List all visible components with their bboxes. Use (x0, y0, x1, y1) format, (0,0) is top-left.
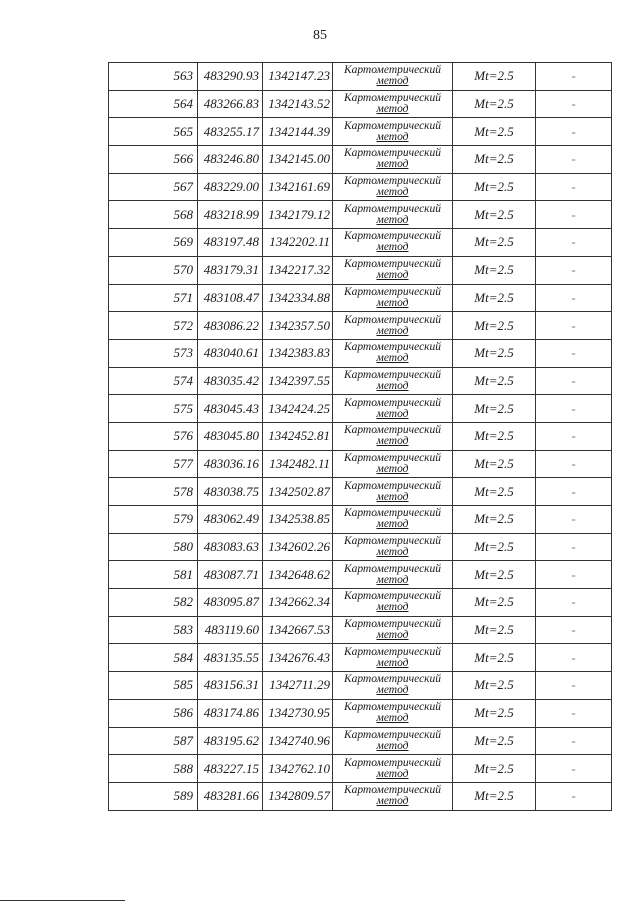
x-coordinate-cell: 483179.31 (198, 256, 263, 284)
method-line-2: метод (376, 407, 409, 420)
method-line-1: Картометрический (343, 285, 442, 298)
method-line-2: метод (376, 269, 409, 282)
point-number-cell: 564 (109, 90, 198, 118)
method-line-1: Картометрический (343, 479, 442, 492)
coordinates-table (108, 62, 612, 811)
table-row (109, 506, 612, 534)
x-coordinate-cell: 483281.66 (198, 782, 263, 810)
method-line-2: метод (376, 518, 409, 531)
coordinates-table-body (109, 63, 612, 811)
y-coordinate-cell: 1342334.88 (263, 284, 333, 312)
table-row (109, 256, 612, 284)
y-coordinate-cell: 1342662.34 (263, 589, 333, 617)
accuracy-cell: Mt=2.5 (453, 506, 536, 534)
point-number-cell: 575 (109, 395, 198, 423)
method-cell (333, 173, 453, 201)
method-line-1: Картометрический (343, 396, 442, 409)
note-cell: - (536, 312, 612, 340)
x-coordinate-cell: 483035.42 (198, 367, 263, 395)
point-number-cell: 569 (109, 229, 198, 257)
table-row (109, 173, 612, 201)
table-row (109, 672, 612, 700)
y-coordinate-cell: 1342161.69 (263, 173, 333, 201)
x-coordinate-cell: 483045.43 (198, 395, 263, 423)
accuracy-cell: Mt=2.5 (453, 118, 536, 146)
x-coordinate-cell: 483119.60 (198, 616, 263, 644)
accuracy-cell: Mt=2.5 (453, 672, 536, 700)
table-row (109, 699, 612, 727)
footnote-rule (0, 900, 125, 901)
note-cell: - (536, 589, 612, 617)
point-number-cell: 579 (109, 506, 198, 534)
method-line-1: Картометрический (343, 590, 442, 603)
method-line-1: Картометрический (343, 368, 442, 381)
method-line-2: метод (376, 546, 409, 559)
y-coordinate-cell: 1342179.12 (263, 201, 333, 229)
y-coordinate-cell: 1342502.87 (263, 478, 333, 506)
table-row (109, 284, 612, 312)
table-row (109, 339, 612, 367)
method-line-1: Картометрический (343, 119, 442, 132)
page-number: 85 (313, 28, 327, 43)
method-cell (333, 450, 453, 478)
table-row (109, 533, 612, 561)
note-cell: - (536, 699, 612, 727)
x-coordinate-cell: 483218.99 (198, 201, 263, 229)
method-line-1: Картометрический (343, 784, 442, 797)
point-number-cell: 583 (109, 616, 198, 644)
note-cell: - (536, 561, 612, 589)
method-line-2: метод (376, 712, 409, 725)
accuracy-cell: Mt=2.5 (453, 201, 536, 229)
method-line-2: метод (376, 186, 409, 199)
accuracy-cell: Mt=2.5 (453, 755, 536, 783)
y-coordinate-cell: 1342424.25 (263, 395, 333, 423)
x-coordinate-cell: 483197.48 (198, 229, 263, 257)
method-cell (333, 367, 453, 395)
note-cell: - (536, 422, 612, 450)
method-cell (333, 422, 453, 450)
table-row (109, 201, 612, 229)
table-row (109, 395, 612, 423)
note-cell: - (536, 533, 612, 561)
table-row (109, 118, 612, 146)
x-coordinate-cell: 483045.80 (198, 422, 263, 450)
x-coordinate-cell: 483095.87 (198, 589, 263, 617)
note-cell: - (536, 284, 612, 312)
y-coordinate-cell: 1342357.50 (263, 312, 333, 340)
note-cell: - (536, 229, 612, 257)
method-cell (333, 395, 453, 423)
method-line-2: метод (376, 656, 409, 669)
y-coordinate-cell: 1342730.95 (263, 699, 333, 727)
accuracy-cell: Mt=2.5 (453, 782, 536, 810)
method-line-2: метод (376, 75, 409, 88)
method-cell (333, 672, 453, 700)
point-number-cell: 567 (109, 173, 198, 201)
note-cell: - (536, 256, 612, 284)
method-line-1: Картометрический (343, 424, 442, 437)
method-cell (333, 118, 453, 146)
note-cell: - (536, 450, 612, 478)
x-coordinate-cell: 483083.63 (198, 533, 263, 561)
method-cell (333, 699, 453, 727)
method-line-2: метод (376, 795, 409, 808)
y-coordinate-cell: 1342147.23 (263, 63, 333, 91)
y-coordinate-cell: 1342667.53 (263, 616, 333, 644)
point-number-cell: 578 (109, 478, 198, 506)
table-row (109, 589, 612, 617)
method-cell (333, 312, 453, 340)
y-coordinate-cell: 1342809.57 (263, 782, 333, 810)
method-line-2: метод (376, 296, 409, 309)
accuracy-cell: Mt=2.5 (453, 616, 536, 644)
x-coordinate-cell: 483038.75 (198, 478, 263, 506)
method-cell (333, 339, 453, 367)
point-number-cell: 576 (109, 422, 198, 450)
x-coordinate-cell: 483036.16 (198, 450, 263, 478)
method-cell (333, 533, 453, 561)
method-cell (333, 229, 453, 257)
method-line-1: Картометрический (343, 64, 442, 77)
x-coordinate-cell: 483290.93 (198, 63, 263, 91)
y-coordinate-cell: 1342762.10 (263, 755, 333, 783)
method-line-1: Картометрический (343, 673, 442, 686)
accuracy-cell: Mt=2.5 (453, 284, 536, 312)
table-row (109, 63, 612, 91)
table-row (109, 644, 612, 672)
x-coordinate-cell: 483156.31 (198, 672, 263, 700)
method-line-1: Картометрический (343, 728, 442, 741)
method-line-1: Картометрический (343, 645, 442, 658)
accuracy-cell: Mt=2.5 (453, 146, 536, 174)
method-cell (333, 201, 453, 229)
y-coordinate-cell: 1342482.11 (263, 450, 333, 478)
table-row (109, 367, 612, 395)
method-line-2: метод (376, 490, 409, 503)
note-cell: - (536, 616, 612, 644)
y-coordinate-cell: 1342217.32 (263, 256, 333, 284)
note-cell: - (536, 201, 612, 229)
accuracy-cell: Mt=2.5 (453, 450, 536, 478)
point-number-cell: 589 (109, 782, 198, 810)
point-number-cell: 582 (109, 589, 198, 617)
method-line-2: метод (376, 241, 409, 254)
method-line-2: метод (376, 767, 409, 780)
method-line-1: Картометрический (343, 202, 442, 215)
accuracy-cell: Mt=2.5 (453, 533, 536, 561)
method-line-2: метод (376, 352, 409, 365)
method-line-2: метод (376, 435, 409, 448)
method-line-1: Картометрический (343, 230, 442, 243)
y-coordinate-cell: 1342145.00 (263, 146, 333, 174)
method-line-1: Картометрический (343, 451, 442, 464)
accuracy-cell: Mt=2.5 (453, 478, 536, 506)
x-coordinate-cell: 483266.83 (198, 90, 263, 118)
method-line-2: метод (376, 103, 409, 116)
note-cell: - (536, 727, 612, 755)
point-number-cell: 581 (109, 561, 198, 589)
method-line-1: Картометрический (343, 701, 442, 714)
method-line-1: Картометрический (343, 562, 442, 575)
point-number-cell: 584 (109, 644, 198, 672)
accuracy-cell: Mt=2.5 (453, 644, 536, 672)
point-number-cell: 570 (109, 256, 198, 284)
method-cell (333, 506, 453, 534)
method-line-2: метод (376, 601, 409, 614)
y-coordinate-cell: 1342602.26 (263, 533, 333, 561)
table-row (109, 90, 612, 118)
point-number-cell: 571 (109, 284, 198, 312)
point-number-cell: 566 (109, 146, 198, 174)
accuracy-cell: Mt=2.5 (453, 173, 536, 201)
table-row (109, 782, 612, 810)
method-cell (333, 561, 453, 589)
method-line-1: Картометрический (343, 313, 442, 326)
y-coordinate-cell: 1342397.55 (263, 367, 333, 395)
x-coordinate-cell: 483062.49 (198, 506, 263, 534)
method-line-1: Картометрический (343, 175, 442, 188)
method-line-1: Картометрический (343, 756, 442, 769)
table-row (109, 727, 612, 755)
x-coordinate-cell: 483108.47 (198, 284, 263, 312)
note-cell: - (536, 118, 612, 146)
method-line-2: метод (376, 684, 409, 697)
table-row (109, 312, 612, 340)
note-cell: - (536, 90, 612, 118)
method-line-2: метод (376, 130, 409, 143)
table-row (109, 755, 612, 783)
accuracy-cell: Mt=2.5 (453, 367, 536, 395)
note-cell: - (536, 506, 612, 534)
x-coordinate-cell: 483086.22 (198, 312, 263, 340)
accuracy-cell: Mt=2.5 (453, 90, 536, 118)
x-coordinate-cell: 483227.15 (198, 755, 263, 783)
point-number-cell: 568 (109, 201, 198, 229)
table-row (109, 561, 612, 589)
method-cell (333, 478, 453, 506)
point-number-cell: 586 (109, 699, 198, 727)
method-line-2: метод (376, 379, 409, 392)
x-coordinate-cell: 483135.55 (198, 644, 263, 672)
x-coordinate-cell: 483174.86 (198, 699, 263, 727)
accuracy-cell: Mt=2.5 (453, 256, 536, 284)
method-cell (333, 284, 453, 312)
method-cell (333, 589, 453, 617)
method-cell (333, 782, 453, 810)
note-cell: - (536, 782, 612, 810)
table-row (109, 450, 612, 478)
y-coordinate-cell: 1342676.43 (263, 644, 333, 672)
note-cell: - (536, 395, 612, 423)
y-coordinate-cell: 1342143.52 (263, 90, 333, 118)
method-cell (333, 755, 453, 783)
method-line-1: Картометрический (343, 258, 442, 271)
accuracy-cell: Mt=2.5 (453, 699, 536, 727)
method-line-2: метод (376, 462, 409, 475)
y-coordinate-cell: 1342538.85 (263, 506, 333, 534)
note-cell: - (536, 146, 612, 174)
table-row (109, 422, 612, 450)
method-line-2: метод (376, 573, 409, 586)
accuracy-cell: Mt=2.5 (453, 395, 536, 423)
accuracy-cell: Mt=2.5 (453, 727, 536, 755)
table-row (109, 616, 612, 644)
method-line-2: метод (376, 158, 409, 171)
accuracy-cell: Mt=2.5 (453, 312, 536, 340)
accuracy-cell: Mt=2.5 (453, 339, 536, 367)
method-line-2: метод (376, 629, 409, 642)
point-number-cell: 572 (109, 312, 198, 340)
method-cell (333, 616, 453, 644)
method-line-1: Картометрический (343, 618, 442, 631)
point-number-cell: 585 (109, 672, 198, 700)
method-cell (333, 146, 453, 174)
point-number-cell: 587 (109, 727, 198, 755)
note-cell: - (536, 173, 612, 201)
method-line-1: Картометрический (343, 147, 442, 160)
point-number-cell: 588 (109, 755, 198, 783)
method-line-1: Картометрический (343, 92, 442, 105)
point-number-cell: 573 (109, 339, 198, 367)
point-number-cell: 580 (109, 533, 198, 561)
point-number-cell: 574 (109, 367, 198, 395)
y-coordinate-cell: 1342383.83 (263, 339, 333, 367)
table-row (109, 478, 612, 506)
method-cell (333, 727, 453, 755)
accuracy-cell: Mt=2.5 (453, 422, 536, 450)
y-coordinate-cell: 1342648.62 (263, 561, 333, 589)
note-cell: - (536, 367, 612, 395)
note-cell: - (536, 755, 612, 783)
y-coordinate-cell: 1342202.11 (263, 229, 333, 257)
x-coordinate-cell: 483229.00 (198, 173, 263, 201)
method-cell (333, 256, 453, 284)
note-cell: - (536, 644, 612, 672)
method-line-2: метод (376, 324, 409, 337)
note-cell: - (536, 63, 612, 91)
accuracy-cell: Mt=2.5 (453, 63, 536, 91)
table-row (109, 146, 612, 174)
y-coordinate-cell: 1342711.29 (263, 672, 333, 700)
y-coordinate-cell: 1342144.39 (263, 118, 333, 146)
method-cell (333, 644, 453, 672)
point-number-cell: 563 (109, 63, 198, 91)
y-coordinate-cell: 1342740.96 (263, 727, 333, 755)
table-row (109, 229, 612, 257)
method-line-1: Картометрический (343, 507, 442, 520)
method-line-2: метод (376, 213, 409, 226)
method-cell (333, 63, 453, 91)
method-line-1: Картометрический (343, 535, 442, 548)
accuracy-cell: Mt=2.5 (453, 229, 536, 257)
method-line-2: метод (376, 739, 409, 752)
accuracy-cell: Mt=2.5 (453, 561, 536, 589)
x-coordinate-cell: 483087.71 (198, 561, 263, 589)
accuracy-cell: Mt=2.5 (453, 589, 536, 617)
method-line-1: Картометрический (343, 341, 442, 354)
x-coordinate-cell: 483040.61 (198, 339, 263, 367)
note-cell: - (536, 478, 612, 506)
note-cell: - (536, 339, 612, 367)
method-cell (333, 90, 453, 118)
y-coordinate-cell: 1342452.81 (263, 422, 333, 450)
point-number-cell: 577 (109, 450, 198, 478)
x-coordinate-cell: 483255.17 (198, 118, 263, 146)
x-coordinate-cell: 483246.80 (198, 146, 263, 174)
x-coordinate-cell: 483195.62 (198, 727, 263, 755)
note-cell: - (536, 672, 612, 700)
point-number-cell: 565 (109, 118, 198, 146)
